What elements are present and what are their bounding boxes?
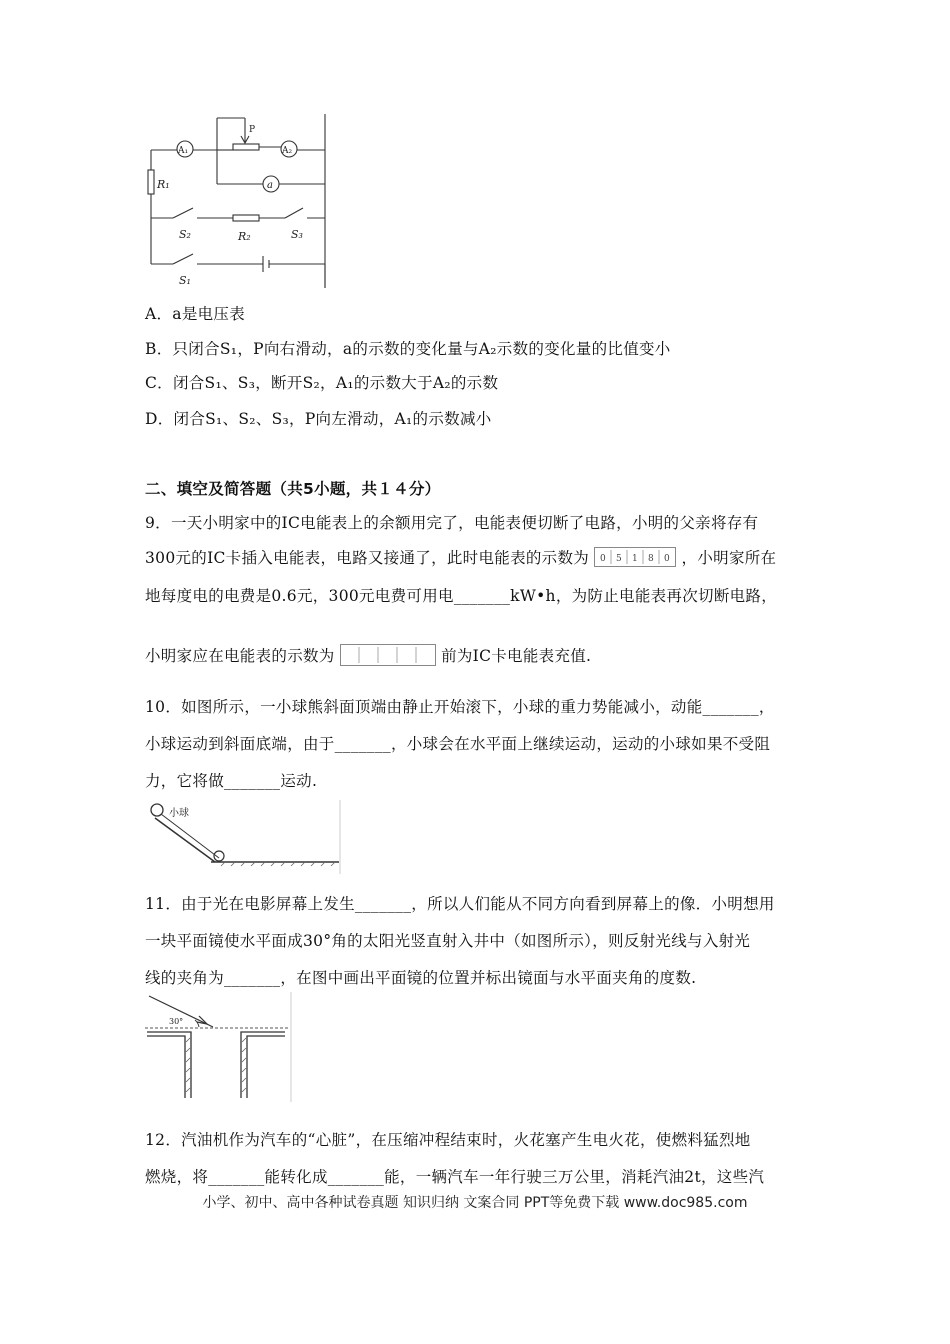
meter-digit: 1 <box>632 554 639 564</box>
switch-s1-label: S₁ <box>179 274 191 287</box>
switch-s3-label: S₃ <box>291 228 303 241</box>
q11-line3: 线的夹角为_______，在图中画出平面镜的位置并标出镜面与水平面夹角的度数. <box>145 969 697 987</box>
q9-line4-text-b: 前为IC卡电能表充值. <box>441 647 592 665</box>
meter-a-label: a <box>267 180 273 191</box>
meter-reading <box>594 547 676 571</box>
q9-line4-text-a: 小明家应在电能表的示数为 <box>145 647 335 665</box>
q12-line1: 12．汽油机作为汽车的“心脏”，在压缩冲程结束时，火花塞产生电火花，使燃料猛烈地 <box>145 1131 751 1149</box>
ball-label: 小球 <box>169 808 189 819</box>
meter-digit: 0 <box>664 554 671 564</box>
angle-label: 30° <box>169 1017 184 1026</box>
resistor-r1-label: R₁ <box>157 178 170 191</box>
well-figure <box>145 992 293 1102</box>
slider-p-label: P <box>249 125 256 135</box>
meter-digit: 0 <box>600 554 607 564</box>
q11-line1: 11．由于光在电影屏幕上发生_______，所以人们能从不同方向看到屏幕上的像．小明想用 <box>145 895 775 913</box>
q12-line2: 燃烧，将_______能转化成_______能，一辆汽车一年行驶三万公里，消耗汽油2t，这些汽 <box>145 1168 765 1186</box>
meter-digit: 8 <box>648 554 655 564</box>
q10-line3: 力，它将做_______运动. <box>145 772 318 790</box>
option-c: C．闭合S₁、S₃，断开S₂，A₁的示数大于A₂的示数 <box>145 374 499 392</box>
meter-digit: 5 <box>616 554 623 564</box>
incline-figure <box>145 800 343 874</box>
ammeter-a1-label: A₁ <box>178 146 189 156</box>
q10-line2: 小球运动到斜面底端，由于_______，小球会在水平面上继续运动，运动的小球如果不受阻 <box>145 735 771 753</box>
footer-text: 小学、初中、高中各种试卷真题 知识归纳 文案合同 PPT等免费下载 www.doc985.com <box>202 1195 748 1211</box>
blank-meter-box <box>340 644 436 670</box>
q11-line2: 一块平面镜使水平面成30°角的太阳光竖直射入井中（如图所示），则反射光线与入射光 <box>145 932 751 950</box>
q10-line1: 10．如图所示，一小球熊斜面顶端由静止开始滚下，小球的重力势能减小，动能_______， <box>145 698 775 716</box>
q9-line2-text-a: 300元的IC卡插入电能表，电路又接通了，此时电能表的示数为 <box>145 549 590 567</box>
q9-line2-text-b: ，小明家所在 <box>681 549 777 567</box>
option-b: B．只闭合S₁，P向右滑动，a的示数的变化量与A₂示数的变化量的比值变小 <box>145 340 671 358</box>
switch-s2-label: S₂ <box>179 228 191 241</box>
ammeter-a2-label: A₂ <box>282 146 293 156</box>
q9-line2 <box>145 546 776 571</box>
circuit-diagram <box>145 112 330 290</box>
section-title: 二、填空及简答题（共5小题，共１４分） <box>145 480 441 498</box>
q9-line4 <box>145 644 591 670</box>
option-a: A．a是电压表 <box>145 305 246 323</box>
option-d: D．闭合S₁、S₂、S₃，P向左滑动，A₁的示数减小 <box>145 410 492 428</box>
q9-line3: 地每度电的电费是0.6元，300元电费可用电_______kW•h，为防止电能表再次切断电路， <box>145 587 778 605</box>
q9-line1: 9．一天小明家中的IC电能表上的余额用完了，电能表便切断了电路，小明的父亲将存有 <box>145 514 759 532</box>
resistor-r2-label: R₂ <box>238 230 251 243</box>
